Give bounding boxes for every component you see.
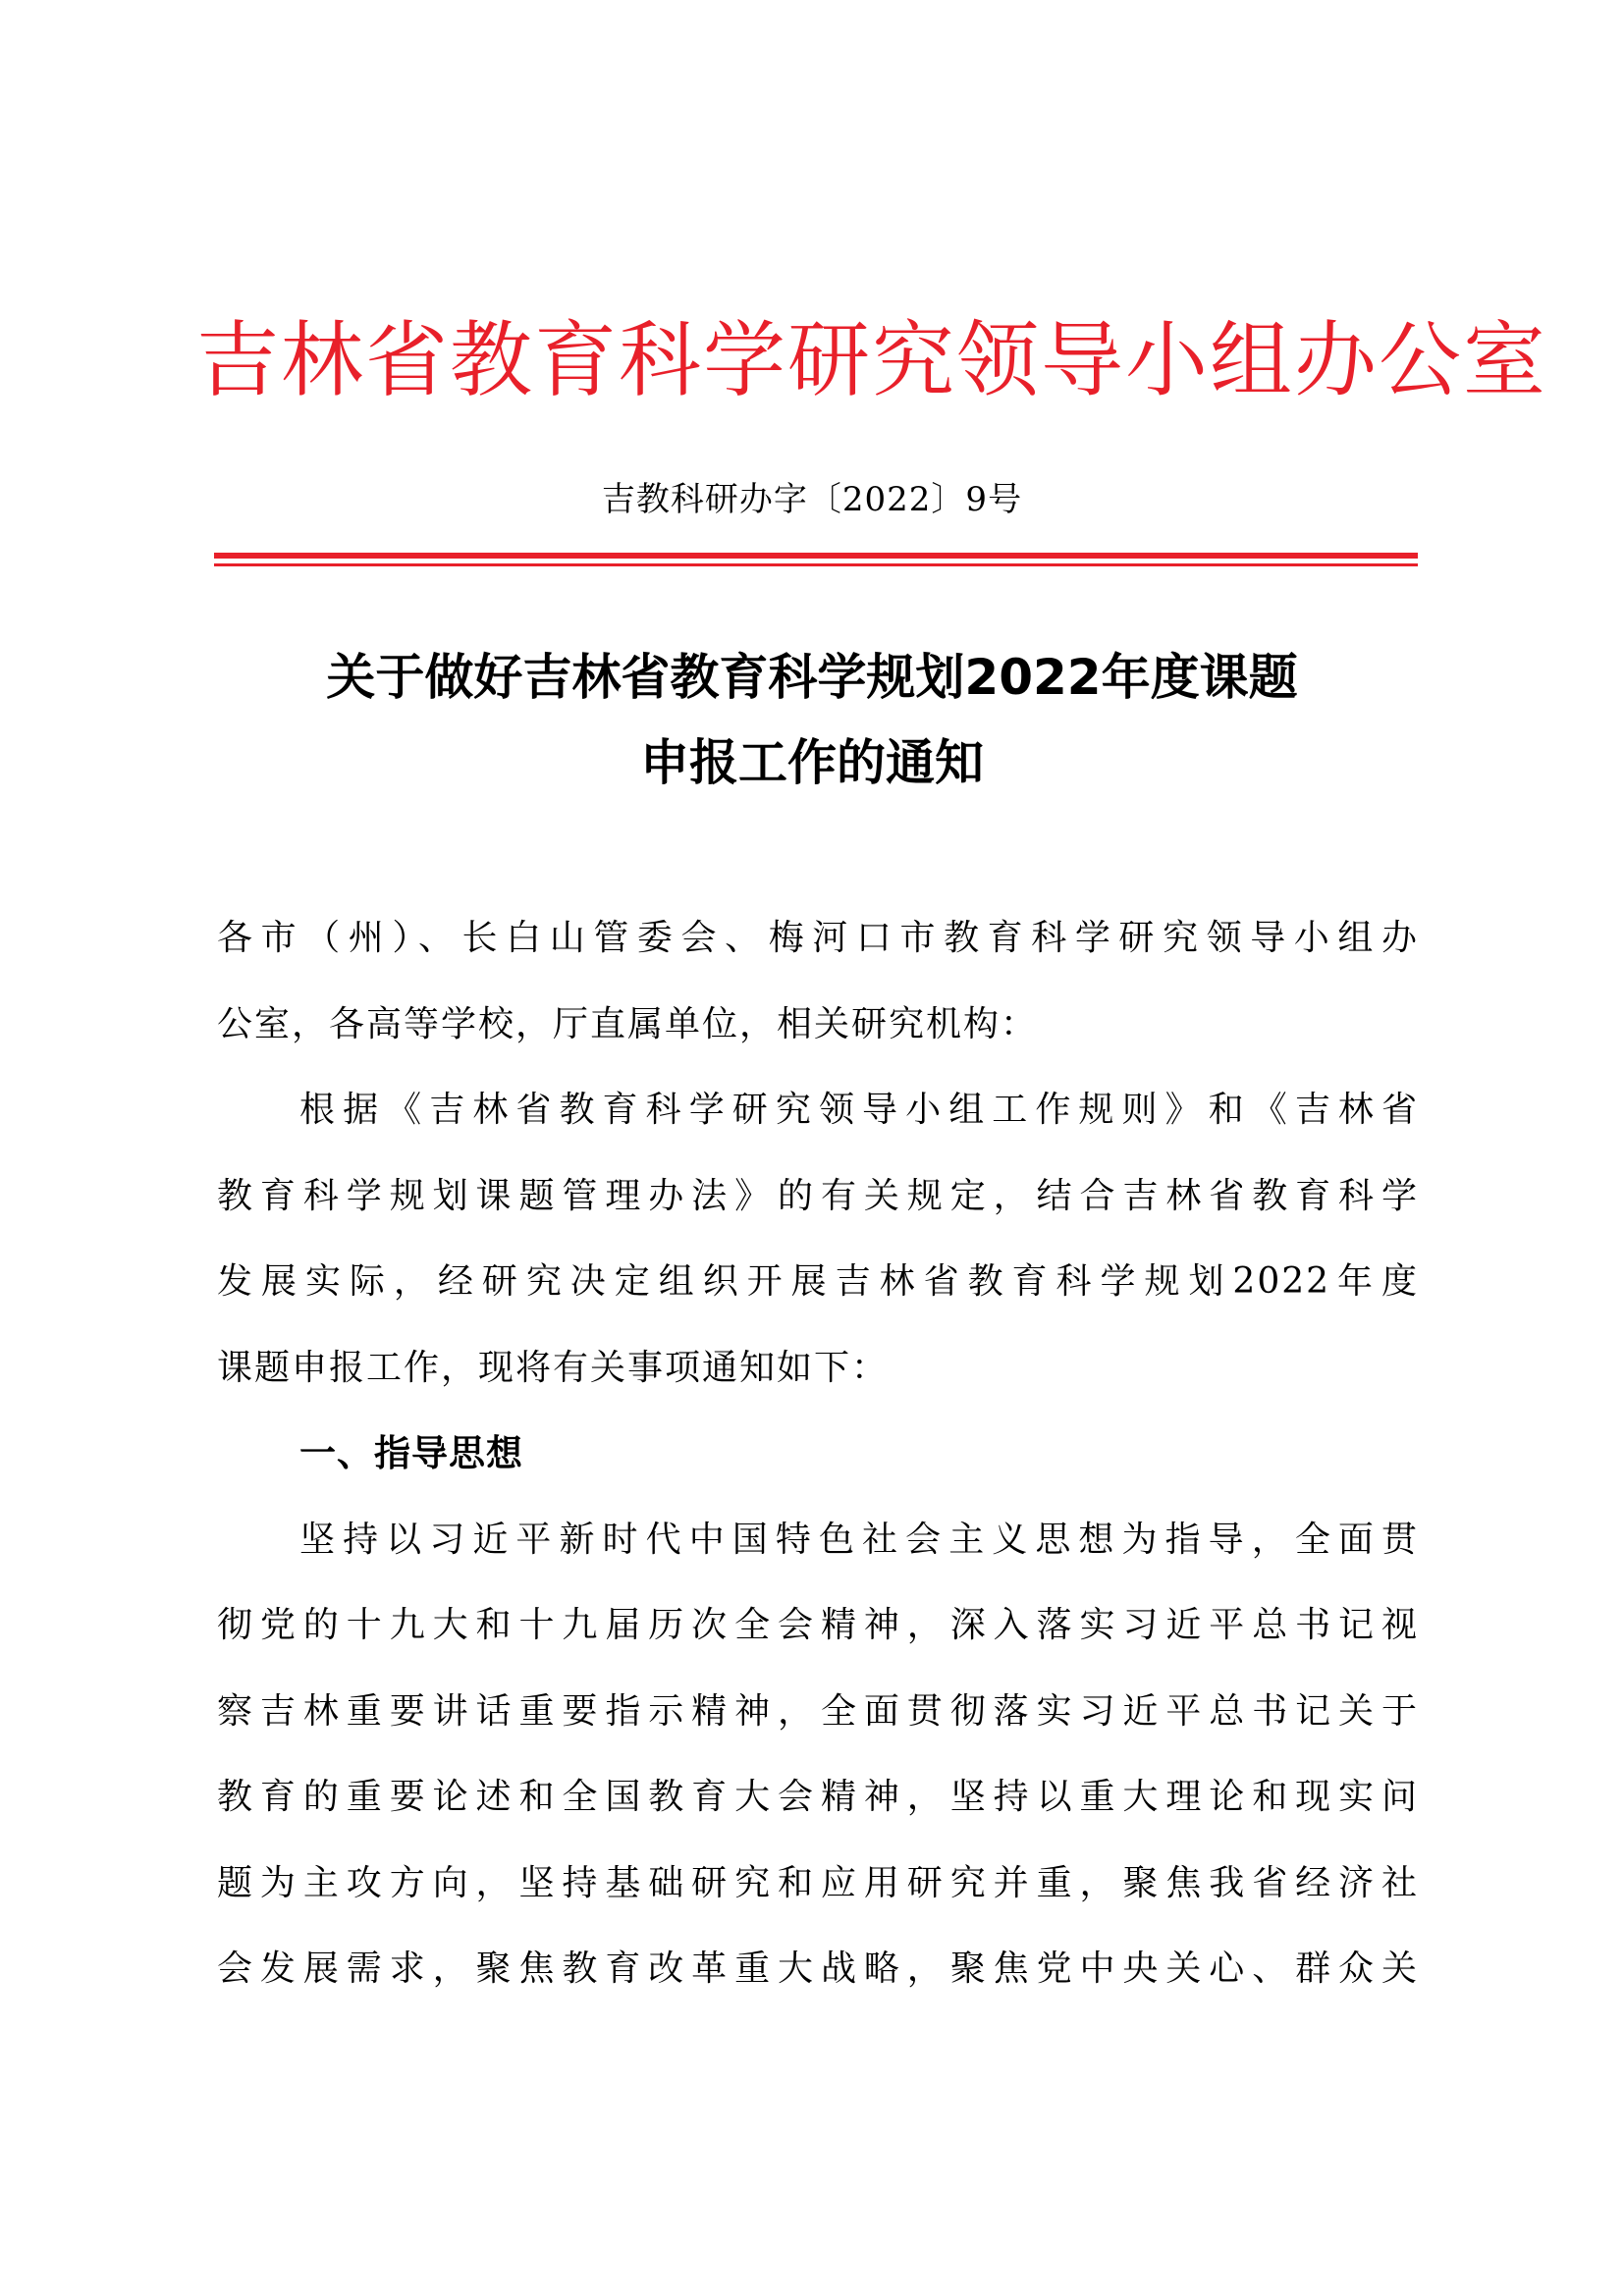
notice-title-line-2: 申报工作的通知 [640, 734, 984, 791]
intro-paragraph-line: 教育科学规划课题管理办法》的有关规定，结合吉林省教育科学 [217, 1175, 1419, 1216]
section-paragraph-line: 题为主攻方向，坚持基础研究和应用研究并重，聚焦我省经济社 [217, 1862, 1419, 1903]
section-paragraph-line: 察吉林重要讲话重要指示精神，全面贯彻落实习近平总书记关于 [217, 1690, 1419, 1732]
document-body [217, 895, 1419, 2012]
intro-paragraph-line: 根据《吉林省教育科学研究领导小组工作规则》和《吉林省 [299, 1090, 1419, 1130]
document-number: 吉教科研办字〔2022〕9号 [601, 480, 1023, 519]
section-paragraph-line: 彻党的十九大和十九届历次全会精神，深入落实习近平总书记视 [217, 1605, 1419, 1645]
section-paragraph-line: 坚持以习近平新时代中国特色社会主义思想为指导，全面贯 [299, 1519, 1419, 1560]
red-divider-thick [214, 553, 1418, 559]
addressee-line: 各市（州）、长白山管委会、梅河口市教育科学研究领导小组办 [217, 918, 1419, 958]
addressee-line: 公室，各高等学校，厅直属单位，相关研究机构： [217, 1003, 1039, 1044]
notice-title-line-1: 关于做好吉林省教育科学规划2022年度课题 [326, 649, 1298, 706]
section-paragraph-line: 教育的重要论述和全国教育大会精神，坚持以重大理论和现实问 [217, 1777, 1419, 1817]
intro-paragraph-line: 发展实际，经研究决定组织开展吉林省教育科学规划2022年度 [217, 1261, 1419, 1302]
intro-paragraph-line: 课题申报工作，现将有关事项通知如下： [217, 1347, 890, 1388]
section-paragraph-line: 会发展需求，聚焦教育改革重大战略，聚焦党中央关心、群众关 [217, 1949, 1419, 1989]
organization-title: 吉林省教育科学研究领导小组办公室 [196, 312, 1548, 408]
red-divider-thin [214, 563, 1418, 566]
section-heading: 一、指导思想 [299, 1432, 523, 1474]
